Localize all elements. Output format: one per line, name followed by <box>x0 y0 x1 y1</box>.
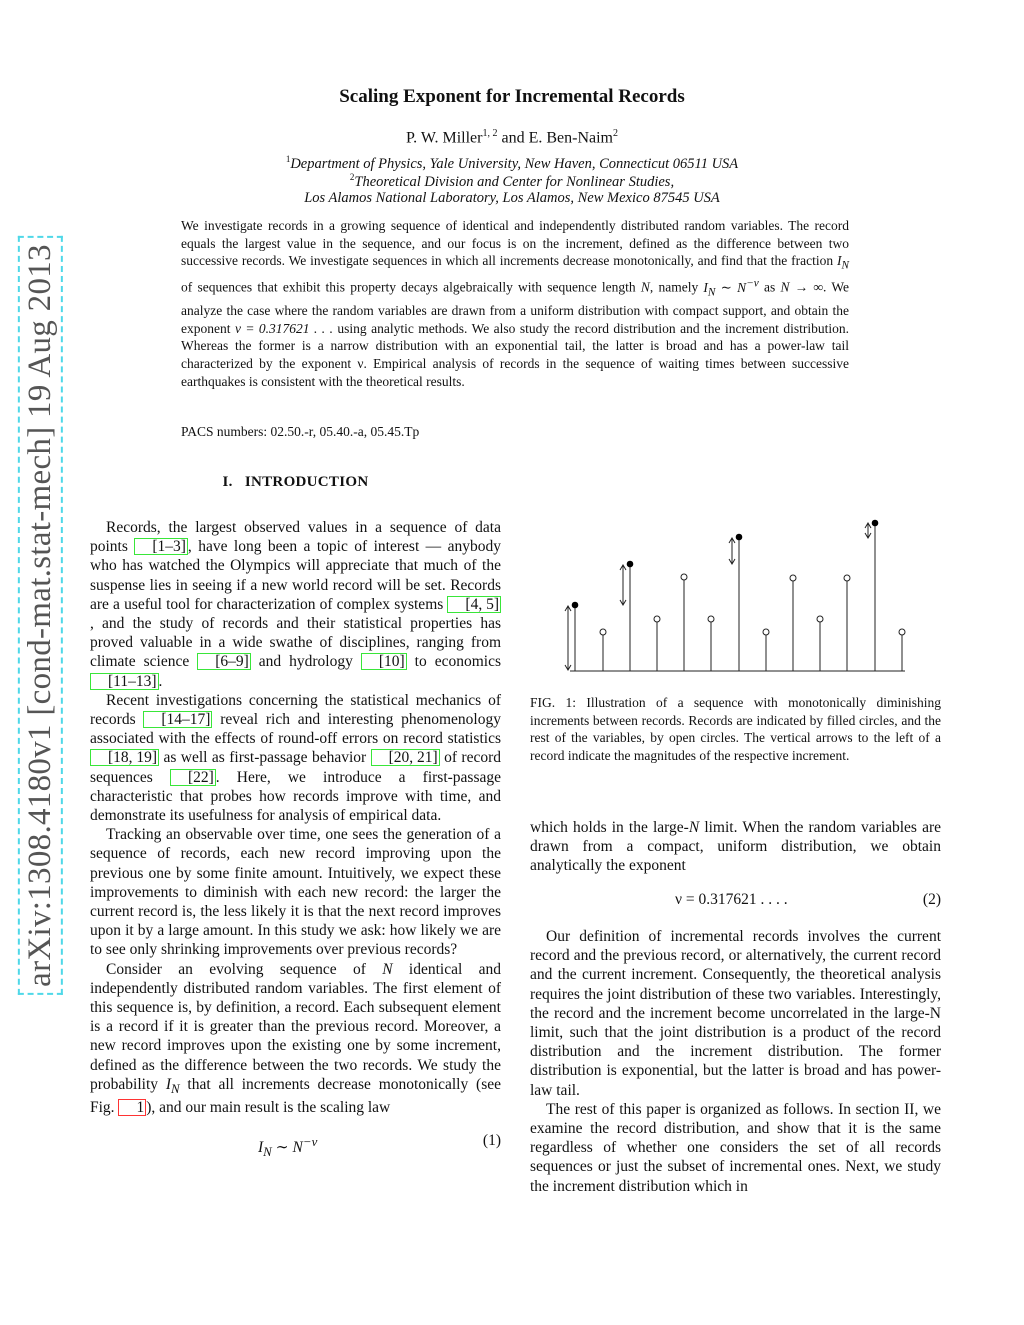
equation-1-number: (1) <box>482 1132 501 1150</box>
stems <box>575 523 902 671</box>
increment-arrow <box>565 606 571 670</box>
citation-link[interactable]: [11–13] <box>90 673 159 690</box>
record-sequence-diagram <box>550 515 920 680</box>
non-record-points <box>600 574 905 635</box>
abstract-IN: $I_N$ <box>836 253 849 272</box>
citation-link[interactable]: [18, 19] <box>90 749 159 766</box>
figure-ref-link[interactable]: 1 <box>118 1099 146 1116</box>
intro-paragraph-1: Records, the largest observed values in a sequence of data points [1–3] , have long been a topic of interest — anybody who has watched the Olympics will appreciate that much of the suspense lies in seeing if a new world record will be set. Records are a useful tool for characterization of complex systems [4, 5], and the study of records and their statistical properties has proved valuable in a wide swathe of disciplines, ranging from climate science [6–9] and hydrology [10] to economics [11–13] . <box>90 519 501 690</box>
author-and: and <box>501 129 525 147</box>
author-list <box>0 128 1024 147</box>
equation-2-number: (2) <box>922 890 941 908</box>
citation-link[interactable]: [4, 5] <box>447 596 501 613</box>
section-title: INTRODUCTION <box>244 474 369 490</box>
citation-link[interactable]: [10] <box>361 653 407 670</box>
abstract-text: . We analyze the case where the random variables are drawn from a uniform distribution with compact support, and obtain the exponent <box>181 279 849 336</box>
non-record-point <box>899 629 905 635</box>
record-point <box>627 561 634 568</box>
right-paragraph-3: The rest of this paper is organized as follows. In section II, we examine the record distribution, and show that it is the same regardless of whether one considers the set of all records sequences or just the subset of incremental ones. Next, we study the increment distribution which in <box>530 1100 941 1195</box>
abstract-text: as <box>758 279 781 295</box>
author-1-affil: 1, 2 <box>482 128 498 139</box>
section-number: I. <box>222 474 233 490</box>
non-record-point <box>763 629 769 635</box>
affiliation-1 <box>0 154 1024 173</box>
abstract-limit: N → ∞ <box>780 279 823 295</box>
increment-arrow <box>729 538 735 564</box>
citation-link[interactable]: [22] <box>170 769 216 786</box>
increment-arrow <box>865 523 871 538</box>
abstract-text: We investigate records in a growing sequence of identical and independently distributed random variables. The record equals the largest value in the sequence, and our focus is on the increment, defined as the difference between two successive records. We investigate sequences in which all increments decrease monotonically, and find that the fraction <box>181 218 849 269</box>
figure-1 <box>550 515 920 680</box>
non-record-point <box>654 616 660 622</box>
non-record-point <box>790 575 796 581</box>
affiliation-3 <box>0 190 1024 207</box>
affiliation-1-sup: 1 <box>285 154 291 164</box>
pacs-numbers: PACS numbers: 02.50.-r, 05.40.-a, 05.45.Tp <box>181 424 420 439</box>
figure-1-caption: FIG. 1: Illustration of a sequence with monotonically diminishing increments between records. Records are indicated by filled circles, and the rest of the variables, by open circles. The vertical arrows to the left of a record indicate the magnitudes of the respective increment. <box>530 695 941 763</box>
non-record-point <box>844 575 850 581</box>
right-column-top <box>530 818 941 922</box>
citation-link[interactable]: [1–3] <box>134 538 188 555</box>
intro-paragraph-3: Tracking an observable over time, one sees the generation of a sequence of records, each new record improving upon the previous one by some finite amount. Intuitively, we expect these improvements to diminish with each new record: the larger the current record is, the less likely it is that the next record improves upon it by a large amount. In this study we ask: how likely we are to see only shrinking improvements over previous records? <box>90 826 501 959</box>
increment-arrow <box>620 565 626 605</box>
non-record-point <box>681 574 687 580</box>
affiliation-2-text: Theoretical Division and Center for Nonlinear Studies, <box>354 173 675 190</box>
record-points <box>572 520 879 609</box>
affiliation-2 <box>0 172 1024 191</box>
right-column-bottom <box>530 927 941 1196</box>
intro-paragraph-4: Consider an evolving sequence of N identical and independently distributed random variables. The first element of this sequence is, by definition, a record. Each subsequent element is a record if it is greater than the previous record. Moreover, a new record improves upon the existing one by some increment, defined as the difference between the two records. We study the probability $I_N$ that all increments decrease monotonically (see Fig. 1 ), and our main result is the scaling law <box>90 960 501 1117</box>
equation-2-expression: ν = 0.317621 . . . . <box>675 890 788 908</box>
equation-1-expression: $I_N$ ∼ $N^{-\nu}$ <box>258 1133 318 1159</box>
abstract-N: N <box>640 279 650 295</box>
citation-link[interactable]: [14–17] <box>143 711 212 728</box>
equation-1 <box>90 1127 501 1159</box>
paper-title: Scaling Exponent for Incremental Records <box>339 86 685 107</box>
author-1: P. W. Miller <box>406 129 483 147</box>
affiliation-2-sup: 2 <box>349 172 355 182</box>
arxiv-sidebar <box>10 230 70 1000</box>
equation-2 <box>530 886 941 914</box>
intro-paragraph-2: Recent investigations concerning the statistical mechanics of records [14–17] reveal rich and interesting phenomenology associated with the effects of round-off errors on record statistics [18, 19] as well as first-passage behavior [20, 21] of record sequences [22] . Here, we introduce a first-passage characteristic that probes how records improve with time, and demonstrate its usefulness for analysis of empirical data. <box>90 691 501 825</box>
arxiv-id[interactable]: arXiv:1308.4180v1 [cond-mat.stat-mech] 19 Aug 2013 <box>18 236 63 995</box>
abstract-text: using analytic methods. We also study the record distribution and the increment distribution. Whereas the former is a narrow distribution with an exponential tail, the latter is broad and has a power-law tail characterized by the exponent ν. Empirical analysis of records in the sequence of waiting times between successive earthquakes is consistent with the theoretical results. <box>181 320 849 389</box>
non-record-point <box>600 629 606 635</box>
affiliation-3-text: Los Alamos National Laboratory, Los Alamos, New Mexico 87545 USA <box>304 190 720 206</box>
citation-link[interactable]: [20, 21] <box>371 749 440 766</box>
section-heading <box>90 474 501 491</box>
right-paragraph-1: which holds in the large-N limit. When the random variables are drawn from a compact, uniform distribution, we obtain analytically the exponent <box>530 819 941 875</box>
abstract <box>181 217 849 390</box>
left-column <box>90 518 501 1163</box>
non-record-point <box>708 616 714 622</box>
abstract-scaling: $I_N$ ∼ $N^{-\nu}$ <box>703 277 759 299</box>
non-record-point <box>817 616 823 622</box>
affiliation-1-text: Department of Physics, Yale University, New Haven, Connecticut 06511 USA <box>290 155 739 172</box>
right-paragraph-2: Our definition of incremental records involves the current record and the previous record, or alternatively, the current record and the current increment. Consequently, the theoretical analysis requires the joint distribution of these two variables. Interestingly, the record and the increment become uncorrelated in the large-N limit, such that the joint distribution is a product of the record distribution and the increment distribution. The former distribution is exponential, but the latter is broad and has power-law tail. <box>530 928 941 1099</box>
abstract-text: , namely <box>649 279 704 295</box>
record-point <box>736 534 743 541</box>
abstract-nu: ν = 0.317621 . . . <box>234 320 333 336</box>
author-2: E. Ben-Naim <box>528 129 613 147</box>
increment-arrows <box>565 523 871 670</box>
citation-link[interactable]: [6–9] <box>197 653 251 670</box>
record-point <box>872 520 879 527</box>
record-point <box>572 602 579 609</box>
author-2-affil: 2 <box>613 128 618 139</box>
abstract-text: of sequences that exhibit this property decays algebraically with sequence length <box>181 279 641 295</box>
